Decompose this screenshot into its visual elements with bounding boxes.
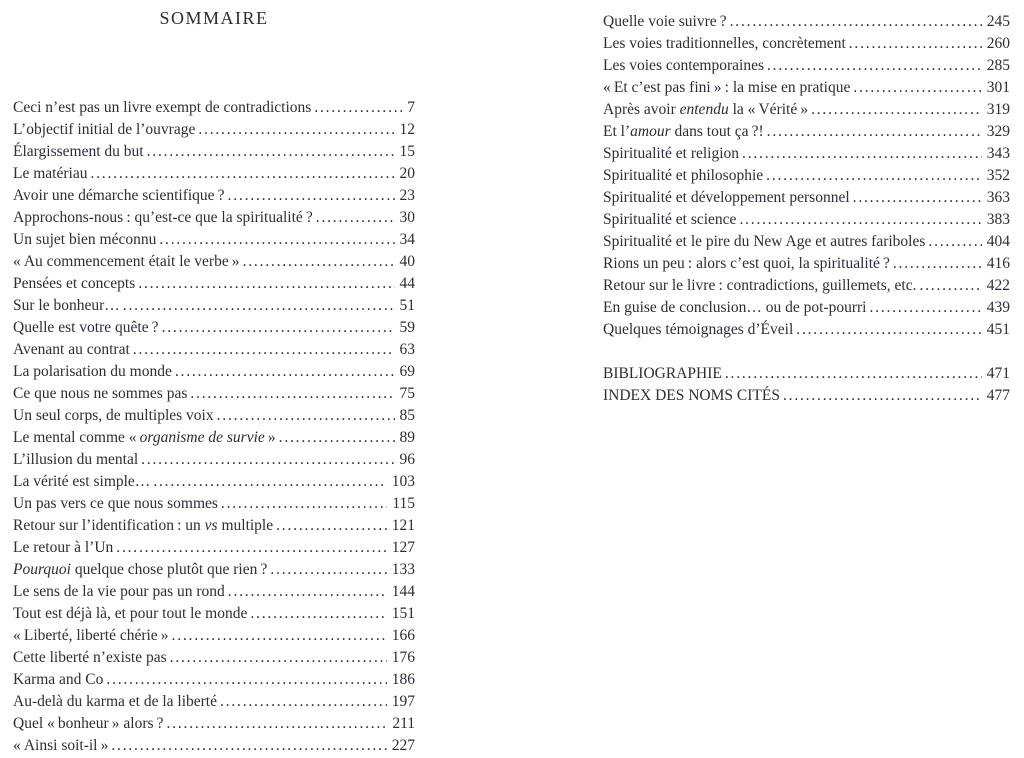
toc-entry-page-number: 176 — [391, 649, 415, 666]
toc-entry-page-number: 471 — [986, 365, 1010, 382]
toc-entry-label: Rions un peu : alors c’est quoi, la spiritualité ? — [603, 255, 890, 272]
toc-entry-label: Quelle est votre quête ? — [13, 319, 159, 336]
toc-entry-label: Ce que nous ne sommes pas — [13, 385, 188, 402]
dot-leader — [276, 515, 387, 537]
toc-entry — [13, 669, 415, 691]
toc-entry-page-number: 451 — [986, 321, 1010, 338]
toc-entry — [603, 319, 1010, 341]
toc-entry-page-number: 63 — [399, 341, 415, 358]
toc-entry-page-number: 416 — [986, 255, 1010, 272]
dot-leader — [167, 713, 388, 735]
toc-entry — [13, 317, 415, 339]
dot-leader — [147, 141, 395, 163]
toc-entry-page-number: 133 — [391, 561, 415, 578]
toc-entry-label: Cette liberté n’existe pas — [13, 649, 167, 666]
dot-leader — [116, 537, 386, 559]
toc-entry-page-number: 7 — [407, 99, 415, 116]
toc-entry-label: Quelle voie suivre ? — [603, 13, 727, 30]
dot-leader — [853, 187, 982, 209]
toc-entry-label: Spiritualité et philosophie — [603, 167, 764, 184]
toc-entry — [13, 339, 415, 361]
toc-entry-page-number: 20 — [399, 165, 415, 182]
toc-entry-label: Pensées et concepts — [13, 275, 136, 292]
toc-entry-label: « Et c’est pas fini » : la mise en pratique — [603, 79, 851, 96]
toc-entry-label: Sur le bonheur… — [13, 297, 120, 314]
dot-leader — [869, 297, 981, 319]
dot-leader — [198, 119, 394, 141]
toc-entry-label: Le sens de la vie pour pas un rond — [13, 583, 225, 600]
toc-entry-label: Quelques témoignages d’Éveil — [603, 321, 794, 338]
toc-entry-label: Karma and Co — [13, 671, 104, 688]
toc-entry — [13, 735, 415, 757]
dot-leader — [316, 207, 395, 229]
toc-entry-label: Spiritualité et religion — [603, 145, 740, 162]
dot-leader — [228, 581, 387, 603]
dot-leader — [159, 229, 394, 251]
toc-entry-label: Spiritualité et le pire du New Age et autres fariboles — [603, 233, 926, 250]
toc-entry — [603, 121, 1010, 143]
dot-leader — [270, 559, 386, 581]
toc-entry-page-number: 127 — [391, 539, 415, 556]
toc-entry — [603, 385, 1010, 407]
toc-entry — [13, 383, 415, 405]
dot-leader — [220, 691, 387, 713]
toc-entry-label: Et l’amour dans tout ça ?! — [603, 123, 764, 140]
toc-column-right — [603, 0, 1010, 758]
toc-entry-page-number: 75 — [399, 385, 415, 402]
toc-entry-page-number: 227 — [391, 737, 415, 754]
toc-entry-page-number: 40 — [399, 253, 415, 270]
dot-leader — [106, 669, 386, 691]
toc-entry-label: Avenant au contrat — [13, 341, 130, 358]
dot-leader — [811, 99, 982, 121]
dot-leader — [138, 273, 394, 295]
dot-leader — [111, 735, 386, 757]
toc-entry-page-number: 260 — [986, 35, 1010, 52]
dot-leader — [190, 383, 394, 405]
toc-entries-left — [13, 97, 415, 757]
toc-entry — [13, 427, 415, 449]
toc-entry-label: Un sujet bien méconnu — [13, 231, 157, 248]
dot-leader — [170, 647, 387, 669]
dot-leader — [162, 317, 395, 339]
toc-entry-label: Quel « bonheur » alors ? — [13, 715, 164, 732]
toc-entry-page-number: 96 — [399, 451, 415, 468]
toc-entry — [13, 185, 415, 207]
toc-entry-page-number: 44 — [399, 275, 415, 292]
toc-entry — [603, 187, 1010, 209]
dot-leader — [742, 143, 982, 165]
toc-entry-page-number: 115 — [392, 495, 415, 512]
toc-entry-page-number: 12 — [399, 121, 415, 138]
dot-leader — [893, 253, 982, 275]
toc-section-gap — [603, 341, 1010, 363]
dot-leader — [141, 449, 394, 471]
dot-leader — [221, 493, 387, 515]
toc-entry — [603, 77, 1010, 99]
toc-entry-page-number: 51 — [399, 297, 415, 314]
toc-entry-page-number: 151 — [391, 605, 415, 622]
toc-entry-page-number: 329 — [986, 123, 1010, 140]
toc-entry-label: Le retour à l’Un — [13, 539, 114, 556]
toc-entry-page-number: 59 — [399, 319, 415, 336]
toc-entry-label: Spiritualité et science — [603, 211, 737, 228]
toc-entry — [603, 297, 1010, 319]
dot-leader — [172, 625, 387, 647]
dot-leader — [133, 339, 395, 361]
dot-leader — [175, 361, 395, 383]
toc-entry — [13, 361, 415, 383]
dot-leader — [730, 11, 982, 33]
toc-entry-label: Avoir une démarche scientifique ? — [13, 187, 225, 204]
toc-entry — [13, 581, 415, 603]
toc-entry-page-number: 301 — [986, 79, 1010, 96]
toc-entry-page-number: 422 — [986, 277, 1010, 294]
toc-entry-label: Approchons-nous : qu’est-ce que la spiritualité ? — [13, 209, 313, 226]
toc-entry — [13, 603, 415, 625]
toc-entry — [603, 99, 1010, 121]
toc-entry-page-number: 30 — [399, 209, 415, 226]
dot-leader — [767, 55, 982, 77]
toc-entry-page-number: 85 — [399, 407, 415, 424]
toc-entry — [13, 471, 415, 493]
toc-entry-page-number: 166 — [391, 627, 415, 644]
toc-entry-page-number: 15 — [399, 143, 415, 160]
toc-entry-label: Un pas vers ce que nous sommes — [13, 495, 218, 512]
dot-leader — [928, 231, 981, 253]
toc-entry-label: Au-delà du karma et de la liberté — [13, 693, 217, 710]
dot-leader — [919, 275, 981, 297]
toc-entries-right — [603, 11, 1010, 407]
toc-entry-page-number: 363 — [986, 189, 1010, 206]
toc-entry — [603, 143, 1010, 165]
toc-entry-label: « Liberté, liberté chérie » — [13, 627, 169, 644]
toc-entry — [13, 559, 415, 581]
toc-entry-page-number: 319 — [986, 101, 1010, 118]
toc-entry — [13, 537, 415, 559]
dot-leader — [783, 385, 982, 407]
dot-leader — [153, 471, 386, 493]
toc-entry — [13, 119, 415, 141]
toc-entry-label: Le matériau — [13, 165, 88, 182]
toc-entry-page-number: 186 — [391, 671, 415, 688]
dot-leader — [314, 97, 402, 119]
toc-entry — [603, 209, 1010, 231]
toc-entry-label: Retour sur l’identification : un vs multiple — [13, 517, 274, 534]
toc-entry-page-number: 383 — [986, 211, 1010, 228]
toc-entry-page-number: 439 — [986, 299, 1010, 316]
toc-entry — [603, 231, 1010, 253]
toc-entry-label: INDEX DES NOMS CITÉS — [603, 387, 780, 404]
toc-entry-label: Les voies contemporaines — [603, 57, 764, 74]
toc-entry-label: « Ainsi soit-il » — [13, 737, 109, 754]
toc-entry-page-number: 245 — [986, 13, 1010, 30]
toc-entry-label: Les voies traditionnelles, concrètement — [603, 35, 846, 52]
toc-entry-page-number: 352 — [986, 167, 1010, 184]
toc-entry-label: Après avoir entendu la « Vérité » — [603, 101, 809, 118]
dot-leader — [739, 209, 981, 231]
toc-entry-label: Élargissement du but — [13, 143, 144, 160]
toc-entry-label: Retour sur le livre : contradictions, guillemets, etc. — [603, 277, 917, 294]
toc-entry-label: L’illusion du mental — [13, 451, 139, 468]
toc-entry-page-number: 34 — [399, 231, 415, 248]
toc-entry-label: La vérité est simple… — [13, 473, 151, 490]
dot-leader — [123, 295, 395, 317]
toc-entry — [603, 275, 1010, 297]
toc-entry-label: Pourquoi quelque chose plutôt que rien ? — [13, 561, 268, 578]
toc-entry-page-number: 197 — [391, 693, 415, 710]
toc-entry — [13, 229, 415, 251]
toc-entry-label: Ceci n’est pas un livre exempt de contradictions — [13, 99, 312, 116]
toc-column-left — [13, 0, 415, 758]
dot-leader — [279, 427, 395, 449]
toc-entry — [603, 11, 1010, 33]
dot-leader — [90, 163, 394, 185]
toc-entry-label: « Au commencement était le verbe » — [13, 253, 240, 270]
toc-entry — [13, 493, 415, 515]
toc-entry — [603, 363, 1010, 385]
toc-entry — [603, 165, 1010, 187]
dot-leader — [725, 363, 982, 385]
toc-entry-page-number: 144 — [391, 583, 415, 600]
toc-entry-label: Un seul corps, de multiples voix — [13, 407, 214, 424]
toc-entry — [603, 55, 1010, 77]
toc-entry-page-number: 89 — [399, 429, 415, 446]
toc-entry-label: Tout est déjà là, et pour tout le monde — [13, 605, 248, 622]
toc-entry-page-number: 23 — [399, 187, 415, 204]
toc-entry-page-number: 477 — [986, 387, 1010, 404]
toc-entry — [13, 647, 415, 669]
dot-leader — [796, 319, 981, 341]
toc-entry — [13, 713, 415, 735]
toc-entry — [13, 449, 415, 471]
toc-entry-page-number: 404 — [986, 233, 1010, 250]
toc-entry-label: La polarisation du monde — [13, 363, 172, 380]
toc-entry — [13, 405, 415, 427]
dot-leader — [250, 603, 386, 625]
dot-leader — [217, 405, 395, 427]
toc-entry-page-number: 285 — [986, 57, 1010, 74]
toc-entry — [13, 625, 415, 647]
toc-entry-page-number: 69 — [399, 363, 415, 380]
toc-entry — [13, 97, 415, 119]
toc-entry — [13, 295, 415, 317]
toc-entry-page-number: 121 — [391, 517, 415, 534]
dot-leader — [853, 77, 981, 99]
dot-leader — [767, 121, 982, 143]
dot-leader — [228, 185, 395, 207]
dot-leader — [849, 33, 982, 55]
dot-leader — [766, 165, 982, 187]
dot-leader — [243, 251, 395, 273]
toc-entry — [13, 207, 415, 229]
toc-entry — [13, 273, 415, 295]
toc-entry-label: Le mental comme « organisme de survie » — [13, 429, 276, 446]
toc-entry — [13, 251, 415, 273]
toc-entry — [603, 33, 1010, 55]
toc-entry-page-number: 211 — [392, 715, 415, 732]
toc-entry-page-number: 103 — [391, 473, 415, 490]
toc-entry — [13, 515, 415, 537]
toc-entry-label: BIBLIOGRAPHIE — [603, 365, 722, 382]
page-title: SOMMAIRE — [159, 8, 269, 28]
toc-entry — [13, 691, 415, 713]
toc-entry — [13, 163, 415, 185]
toc-entry-page-number: 343 — [986, 145, 1010, 162]
toc-entry-label: L’objectif initial de l’ouvrage — [13, 121, 196, 138]
toc-entry — [13, 141, 415, 163]
toc-entry-label: En guise de conclusion… ou de pot-pourri — [603, 299, 867, 316]
toc-entry-label: Spiritualité et développement personnel — [603, 189, 850, 206]
toc-entry — [603, 253, 1010, 275]
